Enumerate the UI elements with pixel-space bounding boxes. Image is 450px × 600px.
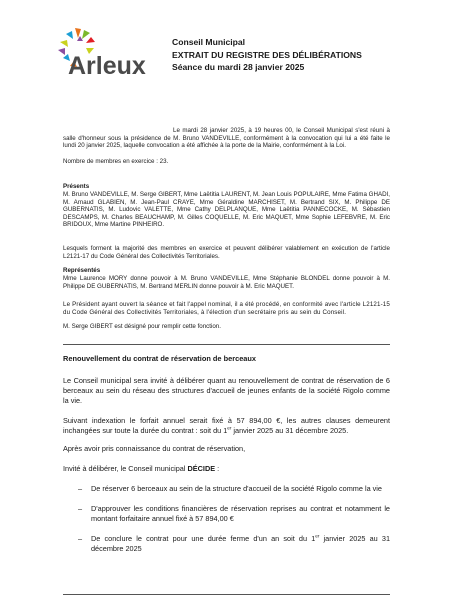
- dash-bullet: –: [78, 504, 83, 513]
- presents-heading: Présents: [63, 183, 90, 190]
- register-title: EXTRAIT DU REGISTRE DES DÉLIBÉRATIONS: [172, 49, 362, 60]
- decision-text: De conclure le contrat pour une durée ferme d'un an soit du 1: [91, 534, 316, 543]
- decision-intro-text: Invité à délibérer, le Conseil municipal: [63, 464, 188, 473]
- council-title: Conseil Municipal: [172, 37, 246, 47]
- decide-keyword: DÉCIDE: [187, 464, 216, 473]
- separator-top: [63, 344, 390, 345]
- session-date: Séance du mardi 28 janvier 2025: [172, 62, 305, 72]
- paragraph-invitation: Le Conseil municipal sera invité à délibérer quant au renouvellement de contrat de réservation de 6 berceaux au sein du réseau des structures d'accueil de jeunes enfants de la société Rigolo comme la vie.: [63, 376, 390, 405]
- section-title: Renouvellement du contrat de réservation de berceaux: [63, 354, 257, 363]
- decision-item: [78, 484, 390, 494]
- decision-text: D'approuver les conditions financières de réservation reprises au contrat et notamment le montant forfaitaire annuel fixé à 57 894,00 €: [91, 504, 390, 523]
- indexation-text-end: janvier 2025 au 31 décembre 2025.: [231, 426, 349, 435]
- intro-paragraph: [63, 127, 390, 150]
- decision-list: [78, 484, 390, 564]
- dash-bullet: –: [78, 484, 83, 493]
- decision-item: [78, 504, 390, 524]
- represented-heading: Représentés: [63, 267, 101, 274]
- intro-text: Le mardi 28 janvier 2025, à 19 heures 00, le Conseil Municipal s'est réuni à salle d'honneur sous la présidence de M. Bruno VANDEVILLE, conformément à la convocation qui lui a été faite le lundi 20 janvier 2025, laquelle convocation a été affichée à la porte de la Mairie, conformément à la Loi.: [63, 127, 390, 150]
- decision-text: De réserver 6 berceaux au sein de la structure d'accueil de la société Rigolo comme la vie: [91, 484, 382, 493]
- members-count: Nombre de membres en exercice : 23.: [63, 158, 169, 165]
- ordinal-suffix: er: [227, 425, 232, 431]
- presents-list: M. Bruno VANDEVILLE, M. Serge GIBERT, Mme Laëtitia LAURENT, M. Jean Louis POPULAIRE, Mme Fatima GHADI, M. Arnaud GLABIEN, M. Jean-Paul CRAYE, Mme Géraldine MARCHISET, M. Bertrand SIX, M. Philippe DE GUBERNATIS, M. Ludovic VALETTE, Mme Cathy DELPLANQUE, Mme Laëtitia PANNECOCKE, M. Sébastien DESCAMPS, M. Charles BEAUCHAMP, M. Gilles COQUELLE, M. Eric MAQUET, Mme Sophie LEFEBVRE, M. Eric BRIDOUX, Mme Martine PINHEIRO.: [63, 191, 390, 229]
- arleux-logo: [58, 28, 168, 80]
- paragraph-acknowledgement: Après avoir pris connaissance du contrat de réservation,: [63, 444, 246, 453]
- paragraph-decision-intro: [63, 464, 390, 474]
- document-header: [172, 36, 362, 74]
- separator-bottom: [63, 594, 390, 595]
- decision-item: [78, 534, 390, 554]
- paragraph-indexation: [63, 416, 390, 436]
- ordinal-suffix: er: [315, 533, 320, 539]
- president-paragraph: Le Président ayant ouvert la séance et fait l'appel nominal, il a été procédé, en conformité avec l'article L2121-15 du Code Général des Collectivités Territoriales, à l'élection d'un secrétaire pris au sein du Conseil.: [63, 301, 390, 316]
- arleux-logo-mark: [58, 28, 168, 80]
- represented-list: Mme Laurence MORY donne pouvoir à M. Bruno VANDEVILLE, Mme Stéphanie BLONDEL donne pouvoir à M. Philippe DE GUBERNATIS, M. Bertrand MERLIN donne pouvoir à M. Eric MAQUET.: [63, 275, 390, 290]
- logo-wordmark: Arleux: [68, 52, 146, 80]
- decision-intro-colon: :: [215, 464, 220, 473]
- secretary-paragraph: M. Serge GIBERT est désigné pour remplir cette fonction.: [63, 323, 221, 330]
- indexation-text: Suivant indexation le forfait annuel serait fixé à 57 894,00 €, les autres clauses demeurent inchangées sur toute la durée du contrat : soit du 1: [63, 416, 390, 435]
- quorum-note: Lesquels forment la majorité des membres en exercice et peuvent délibérer valablement en exécution de l'article L2121-17 du Code Général des Collectivités Territoriales.: [63, 245, 390, 260]
- decision-text-end: janvier 2025 au 31 décembre 2025: [91, 534, 391, 553]
- dash-bullet: –: [78, 534, 83, 543]
